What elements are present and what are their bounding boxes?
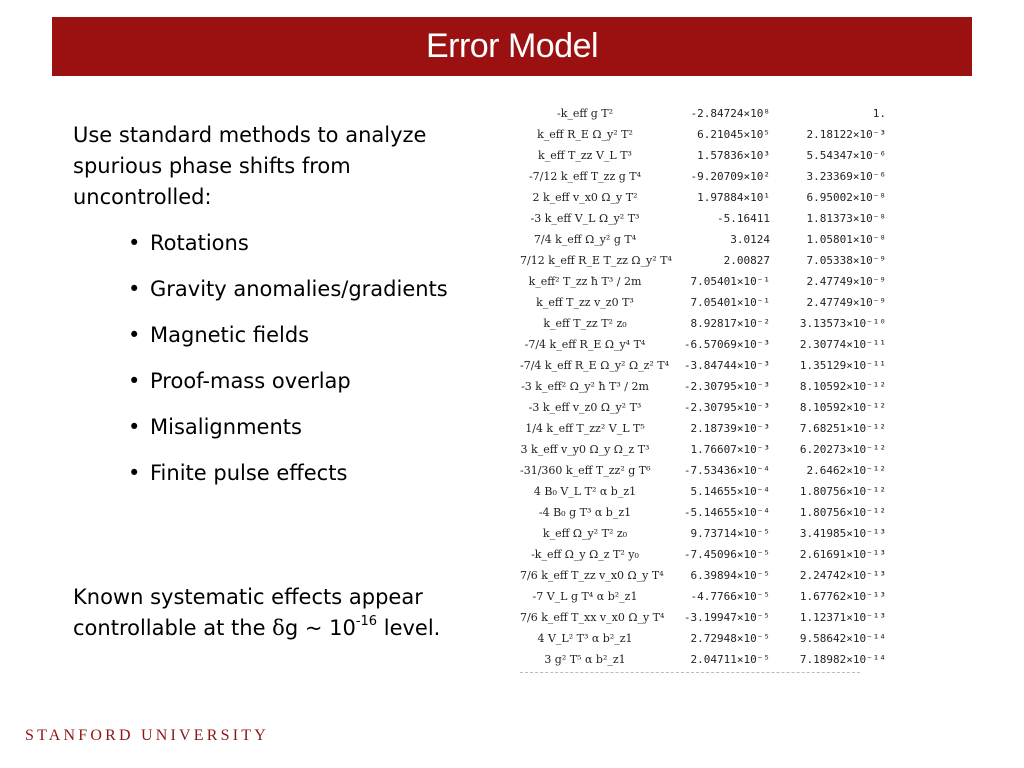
term-cell: 3 g² T⁵ α b²_z1 bbox=[544, 653, 626, 666]
term-cell: 4 V_L² T³ α b²_z1 bbox=[537, 632, 633, 645]
term-cell: -7/4 k_eff R_E Ω_y⁴ T⁴ bbox=[524, 338, 646, 351]
term-cell: k_eff T_zz T² z₀ bbox=[543, 317, 627, 330]
intro-paragraph: Use standard methods to analyze spurious phase shifts from uncontrolled: bbox=[73, 123, 427, 209]
relative-cell: 2.18122×10⁻³ bbox=[806, 128, 886, 141]
table-row bbox=[520, 376, 886, 397]
table-row bbox=[520, 292, 886, 313]
value-cell: 1.97884×10¹ bbox=[697, 191, 770, 204]
value-cell: -3.19947×10⁻⁵ bbox=[683, 611, 770, 624]
value-cell: 5.14655×10⁻⁴ bbox=[690, 485, 770, 498]
bullet-item: • Gravity anomalies/gradients bbox=[128, 274, 493, 305]
conclusion-text: Known systematic effects appear controllable at the bbox=[73, 585, 423, 640]
relative-cell: 7.05338×10⁻⁹ bbox=[806, 254, 886, 267]
value-cell: 8.92817×10⁻² bbox=[690, 317, 770, 330]
conclusion-paragraph bbox=[73, 582, 493, 644]
relative-cell: 7.68251×10⁻¹² bbox=[799, 422, 886, 435]
value-cell: 1.57836×10³ bbox=[697, 149, 770, 162]
term-cell: k_eff T_zz v_z0 T³ bbox=[536, 296, 634, 309]
table-row bbox=[520, 502, 886, 523]
table-row bbox=[520, 187, 886, 208]
term-cell: 4 B₀ V_L T² α b_z1 bbox=[533, 485, 637, 498]
relative-cell: 1.81373×10⁻⁸ bbox=[806, 212, 886, 225]
value-cell: 2.00827 bbox=[723, 254, 770, 267]
term-cell: k_eff R_E Ω_y² T² bbox=[537, 128, 633, 141]
term-cell: 7/6 k_eff T_xx v_x0 Ω_y T⁴ bbox=[520, 611, 665, 624]
table-row bbox=[520, 397, 886, 418]
delta-symbol: δ bbox=[272, 616, 285, 640]
title-bar bbox=[52, 17, 972, 76]
value-cell: -5.14655×10⁻⁴ bbox=[683, 506, 770, 519]
value-cell: -6.57069×10⁻³ bbox=[683, 338, 770, 351]
bullet-item: • Proof-mass overlap bbox=[128, 366, 493, 397]
term-cell: -k_eff g T² bbox=[557, 107, 613, 120]
term-cell: k_eff² T_zz ħ T³ / 2m bbox=[528, 275, 642, 288]
table-row bbox=[520, 229, 886, 250]
table-row bbox=[520, 355, 886, 376]
table-row bbox=[520, 481, 886, 502]
value-cell: -5.16411 bbox=[717, 212, 770, 225]
table-row bbox=[520, 607, 886, 628]
term-cell: k_eff T_zz V_L T³ bbox=[538, 149, 632, 162]
table-row bbox=[520, 124, 886, 145]
exponent: -16 bbox=[355, 614, 378, 629]
table-row bbox=[520, 418, 886, 439]
value-cell: 2.18739×10⁻³ bbox=[690, 422, 770, 435]
relative-cell: 3.13573×10⁻¹⁰ bbox=[799, 317, 886, 330]
relative-cell: 1.12371×10⁻¹³ bbox=[799, 611, 886, 624]
table-row bbox=[520, 208, 886, 229]
table-row bbox=[520, 460, 886, 481]
table-cutoff bbox=[520, 672, 860, 679]
table-row bbox=[520, 250, 886, 271]
relative-cell: 2.47749×10⁻⁹ bbox=[806, 296, 886, 309]
term-cell: 1/4 k_eff T_zz² V_L T⁵ bbox=[525, 422, 645, 435]
relative-cell: 7.18982×10⁻¹⁴ bbox=[799, 653, 886, 666]
bullet-item: • Magnetic fields bbox=[128, 320, 493, 351]
term-cell: 3 k_eff v_y0 Ω_y Ω_z T³ bbox=[520, 443, 650, 456]
value-cell: 6.39894×10⁻⁵ bbox=[690, 569, 770, 582]
table-row bbox=[520, 166, 886, 187]
table-row bbox=[520, 103, 886, 124]
relative-cell: 8.10592×10⁻¹² bbox=[799, 401, 886, 414]
error-terms-table bbox=[520, 103, 886, 735]
bullet-item: • Rotations bbox=[128, 228, 493, 259]
table-row bbox=[520, 523, 886, 544]
table-row bbox=[520, 649, 886, 670]
table-row bbox=[520, 271, 886, 292]
term-cell: 7/12 k_eff R_E T_zz Ω_y² T⁴ bbox=[520, 254, 672, 267]
bullet-item: • Misalignments bbox=[128, 412, 493, 443]
term-cell: -7/4 k_eff R_E Ω_y² Ω_z² T⁴ bbox=[520, 359, 670, 372]
relative-cell: 1.35129×10⁻¹¹ bbox=[799, 359, 886, 372]
relative-cell: 8.10592×10⁻¹² bbox=[799, 380, 886, 393]
footer-logo: STANFORD UNIVERSITY bbox=[25, 727, 269, 744]
conclusion-text-end: level. bbox=[377, 616, 441, 640]
relative-cell: 1.67762×10⁻¹³ bbox=[799, 590, 886, 603]
term-cell: -7/12 k_eff T_zz g T⁴ bbox=[528, 170, 642, 183]
relative-cell: 3.41985×10⁻¹³ bbox=[799, 527, 886, 540]
term-cell: -31/360 k_eff T_zz² g T⁶ bbox=[520, 464, 651, 477]
value-cell: -2.30795×10⁻³ bbox=[683, 401, 770, 414]
value-cell: -2.84724×10⁸ bbox=[690, 107, 770, 120]
table-row bbox=[520, 586, 886, 607]
relative-cell: 9.58642×10⁻¹⁴ bbox=[799, 632, 886, 645]
value-cell: -9.20709×10² bbox=[690, 170, 770, 183]
relative-cell: 2.61691×10⁻¹³ bbox=[799, 548, 886, 561]
relative-cell: 1.80756×10⁻¹² bbox=[799, 485, 886, 498]
term-cell: -3 k_eff² Ω_y² ħ T³ / 2m bbox=[521, 380, 649, 393]
bullet-list bbox=[73, 228, 493, 489]
term-cell: -k_eff Ω_y Ω_z T² y₀ bbox=[531, 548, 639, 561]
term-cell: 7/4 k_eff Ω_y² g T⁴ bbox=[533, 233, 637, 246]
value-cell: 9.73714×10⁻⁵ bbox=[690, 527, 770, 540]
table-row bbox=[520, 439, 886, 460]
value-cell: 7.05401×10⁻¹ bbox=[690, 296, 770, 309]
value-cell: 6.21045×10⁵ bbox=[697, 128, 770, 141]
value-cell: 2.04711×10⁻⁵ bbox=[690, 653, 770, 666]
value-cell: 1.76607×10⁻³ bbox=[690, 443, 770, 456]
value-cell: 2.72948×10⁻⁵ bbox=[690, 632, 770, 645]
value-cell: -2.30795×10⁻³ bbox=[683, 380, 770, 393]
relative-cell: 1. bbox=[872, 107, 886, 120]
table-row bbox=[520, 628, 886, 649]
term-cell: -3 k_eff V_L Ω_y² T³ bbox=[530, 212, 640, 225]
relative-cell: 6.95002×10⁻⁸ bbox=[806, 191, 886, 204]
relative-cell: 1.05801×10⁻⁸ bbox=[806, 233, 886, 246]
relative-cell: 1.80756×10⁻¹² bbox=[799, 506, 886, 519]
relative-cell: 2.6462×10⁻¹² bbox=[806, 464, 886, 477]
term-cell: -7 V_L g T⁴ α b²_z1 bbox=[532, 590, 638, 603]
term-cell: 7/6 k_eff T_zz v_x0 Ω_y T⁴ bbox=[520, 569, 664, 582]
bullet-item: • Finite pulse effects bbox=[128, 458, 493, 489]
content-left bbox=[73, 120, 493, 489]
conclusion-text-2: g ~ 10 bbox=[284, 616, 356, 640]
relative-cell: 6.20273×10⁻¹² bbox=[799, 443, 886, 456]
term-cell: -4 B₀ g T³ α b_z1 bbox=[538, 506, 632, 519]
value-cell: -3.84744×10⁻³ bbox=[683, 359, 770, 372]
table-row bbox=[520, 565, 886, 586]
value-cell: 7.05401×10⁻¹ bbox=[690, 275, 770, 288]
relative-cell: 2.47749×10⁻⁹ bbox=[806, 275, 886, 288]
value-cell: -7.45096×10⁻⁵ bbox=[683, 548, 770, 561]
table-row bbox=[520, 145, 886, 166]
term-cell: -3 k_eff v_z0 Ω_y² T³ bbox=[528, 401, 642, 414]
relative-cell: 5.54347×10⁻⁶ bbox=[806, 149, 886, 162]
value-cell: -7.53436×10⁻⁴ bbox=[683, 464, 770, 477]
table-body bbox=[520, 103, 886, 670]
term-cell: 2 k_eff v_x0 Ω_y T² bbox=[532, 191, 638, 204]
table-row bbox=[520, 334, 886, 355]
value-cell: -4.7766×10⁻⁵ bbox=[690, 590, 770, 603]
relative-cell: 3.23369×10⁻⁶ bbox=[806, 170, 886, 183]
relative-cell: 2.24742×10⁻¹³ bbox=[799, 569, 886, 582]
table-row bbox=[520, 313, 886, 334]
table-row bbox=[520, 544, 886, 565]
slide-title: Error Model bbox=[425, 27, 599, 65]
relative-cell: 2.30774×10⁻¹¹ bbox=[799, 338, 886, 351]
value-cell: 3.0124 bbox=[730, 233, 770, 246]
term-cell: k_eff Ω_y² T² z₀ bbox=[542, 527, 628, 540]
